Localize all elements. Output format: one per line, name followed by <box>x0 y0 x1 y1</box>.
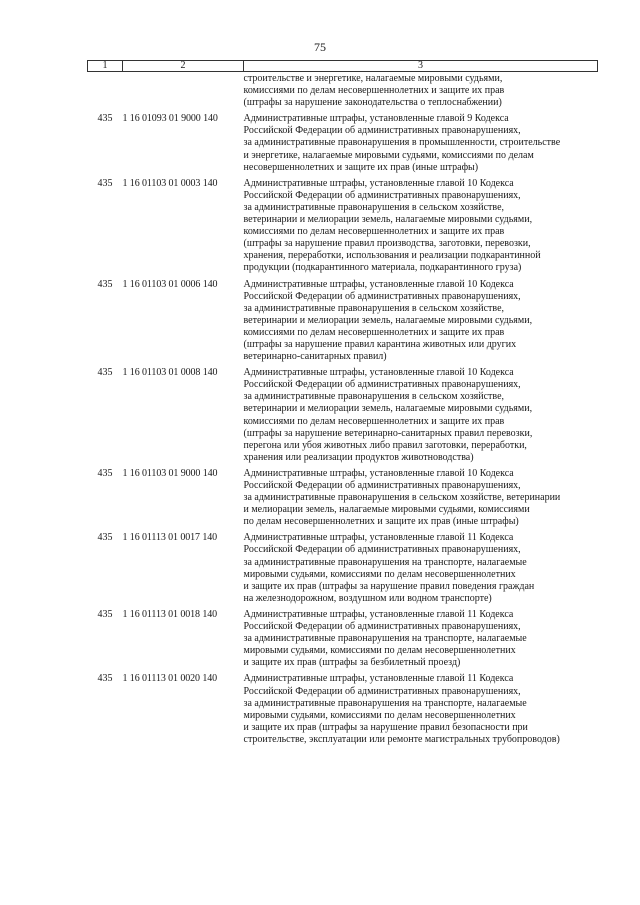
description-line: Административные штрафы, установленные главой 10 Кодекса <box>243 367 514 379</box>
description-line: (штрафы за нарушение правил карантина животных или других <box>243 338 517 350</box>
description-line: и энергетике, налагаемые мировыми судьями, комиссиями по делам <box>243 149 534 161</box>
table-row <box>88 605 598 669</box>
description-line: Административные штрафы, установленные главой 9 Кодекса <box>243 113 509 125</box>
description-line: продукции (подкарантинного материала, подкарантинного груза) <box>243 262 522 274</box>
description-line: (штрафы за нарушение правил производства, заготовки, перевозки, <box>243 238 531 250</box>
admin-code-cell: 435 <box>97 467 113 479</box>
budget-code-cell: 1 16 01103 01 9000 140 <box>122 467 218 479</box>
description-line: за административные правонарушения в сельском хозяйстве, <box>243 391 505 403</box>
table-row <box>88 109 598 173</box>
description-line: комиссиями по делам несовершеннолетних и защите их прав <box>243 415 505 427</box>
description-cell <box>244 464 598 528</box>
description-line: Российской Федерации об административных правонарушениях, <box>243 125 521 137</box>
document-table <box>87 60 598 746</box>
description-line: строительстве и энергетике, налагаемые мировыми судьями, <box>243 73 503 84</box>
description-line: по делам несовершеннолетних и защите их прав (иные штрафы) <box>243 516 519 528</box>
description-cell <box>244 363 598 464</box>
description-line: комиссиями по делам несовершеннолетних и защите их прав <box>243 326 505 338</box>
description-line: и защите их прав (штрафы за нарушение правил безопасности при <box>243 721 528 733</box>
description-line: мировыми судьями, комиссиями по делам несовершеннолетних <box>243 709 516 721</box>
admin-code-cell: 435 <box>97 278 113 290</box>
description-line: за административные правонарушения на транспорте, налагаемые <box>243 633 527 645</box>
admin-code-cell: 435 <box>97 113 113 125</box>
description-line: (штрафы за нарушение ветеринарно-санитарных правил перевозки, <box>243 427 533 439</box>
description-line: ветеринарии и мелиорации земель, налагаемые мировыми судьями, <box>243 214 533 226</box>
budget-code-cell: 1 16 01103 01 0006 140 <box>122 278 218 290</box>
description-line: Российской Федерации об административных правонарушениях, <box>243 189 521 201</box>
description-line: и защите их прав (штрафы за нарушение правил поведения граждан <box>243 580 535 592</box>
description-line: и защите их прав (штрафы за безбилетный проезд) <box>243 657 461 669</box>
description-line: мировыми судьями, комиссиями по делам несовершеннолетних <box>243 568 516 580</box>
admin-code-cell: 435 <box>97 177 113 189</box>
continuation-admin-cell <box>88 72 123 110</box>
description-line: хранения, переработки, использования и реализации подкарантинной <box>243 250 541 262</box>
table-row <box>88 528 598 605</box>
description-line: Административные штрафы, установленные главой 11 Кодекса <box>243 532 514 544</box>
column-header-1: 1 <box>88 61 123 72</box>
continuation-row <box>88 72 598 110</box>
description-cell <box>244 669 598 746</box>
description-line: ветеринарии и мелиорации земель, налагаемые мировыми судьями, <box>243 314 533 326</box>
description-cell <box>244 109 598 173</box>
budget-code-cell: 1 16 01113 01 0017 140 <box>122 532 218 544</box>
description-line: за административные правонарушения на транспорте, налагаемые <box>243 697 527 709</box>
description-line: за административные правонарушения в промышленности, строительстве <box>243 137 561 149</box>
description-line: перегона или убоя животных либо правил заготовки, переработки, <box>243 439 527 451</box>
description-line: Российской Федерации об административных правонарушениях, <box>243 290 521 302</box>
table-row <box>88 275 598 364</box>
budget-code-cell: 1 16 01113 01 0020 140 <box>122 673 218 685</box>
budget-code-cell: 1 16 01093 01 9000 140 <box>122 113 218 125</box>
column-header-3: 3 <box>244 61 598 72</box>
budget-code-cell: 1 16 01103 01 0003 140 <box>122 177 218 189</box>
column-header-2: 2 <box>123 61 244 72</box>
admin-code-cell: 435 <box>97 673 113 685</box>
description-line: Административные штрафы, установленные главой 11 Кодекса <box>243 673 514 685</box>
description-line: Административные штрафы, установленные главой 10 Кодекса <box>243 467 514 479</box>
description-line: за административные правонарушения на транспорте, налагаемые <box>243 556 527 568</box>
description-line: Российской Федерации об административных правонарушениях, <box>243 621 521 633</box>
description-line: Российской Федерации об административных правонарушениях, <box>243 544 521 556</box>
description-line: комиссиями по делам несовершеннолетних и защите их прав <box>243 85 505 97</box>
description-line: за административные правонарушения в сельском хозяйстве, ветеринарии <box>243 492 561 504</box>
description-line: мировыми судьями, комиссиями по делам несовершеннолетних <box>243 645 516 657</box>
description-cell <box>244 528 598 605</box>
table-header-row <box>88 61 598 72</box>
description-line: строительстве, эксплуатации или ремонте магистральных трубопроводов) <box>243 733 560 745</box>
continuation-code-cell <box>123 72 244 110</box>
description-line: Российской Федерации об административных правонарушениях, <box>243 685 521 697</box>
continuation-description-cell <box>244 72 598 110</box>
description-line: и мелиорации земель, налагаемые мировыми судьями, комиссиями <box>243 504 530 516</box>
description-line: ветеринарии и мелиорации земель, налагаемые мировыми судьями, <box>243 403 533 415</box>
admin-code-cell: 435 <box>97 608 113 620</box>
description-cell <box>244 275 598 364</box>
page-number: 75 <box>314 40 326 54</box>
table-row <box>88 669 598 746</box>
description-line: хранения или реализации продуктов животноводства) <box>243 451 474 463</box>
description-line: Административные штрафы, установленные главой 10 Кодекса <box>243 278 514 290</box>
description-cell <box>244 174 598 275</box>
table-row <box>88 464 598 528</box>
budget-code-cell: 1 16 01103 01 0008 140 <box>122 367 218 379</box>
description-line: Административные штрафы, установленные главой 10 Кодекса <box>243 177 514 189</box>
description-line: комиссиями по делам несовершеннолетних и защите их прав <box>243 226 505 238</box>
description-line: Российской Федерации об административных правонарушениях, <box>243 379 521 391</box>
admin-code-cell: 435 <box>97 367 113 379</box>
description-line: (штрафы за нарушение законодательства о теплоснабжении) <box>243 97 502 109</box>
table-row <box>88 363 598 464</box>
description-line: за административные правонарушения в сельском хозяйстве, <box>243 302 505 314</box>
table-row <box>88 174 598 275</box>
admin-code-cell: 435 <box>97 532 113 544</box>
description-line: за административные правонарушения в сельском хозяйстве, <box>243 201 505 213</box>
description-line: несовершеннолетних и защите их прав (иные штрафы) <box>243 161 479 173</box>
description-line: на железнодорожном, воздушном или водном транспорте) <box>243 592 492 604</box>
description-line: Российской Федерации об административных правонарушениях, <box>243 480 521 491</box>
description-line: ветеринарно-санитарных правил) <box>243 351 387 363</box>
description-cell <box>244 605 598 669</box>
budget-code-cell: 1 16 01113 01 0018 140 <box>122 608 218 620</box>
description-line: Административные штрафы, установленные главой 11 Кодекса <box>243 608 514 620</box>
